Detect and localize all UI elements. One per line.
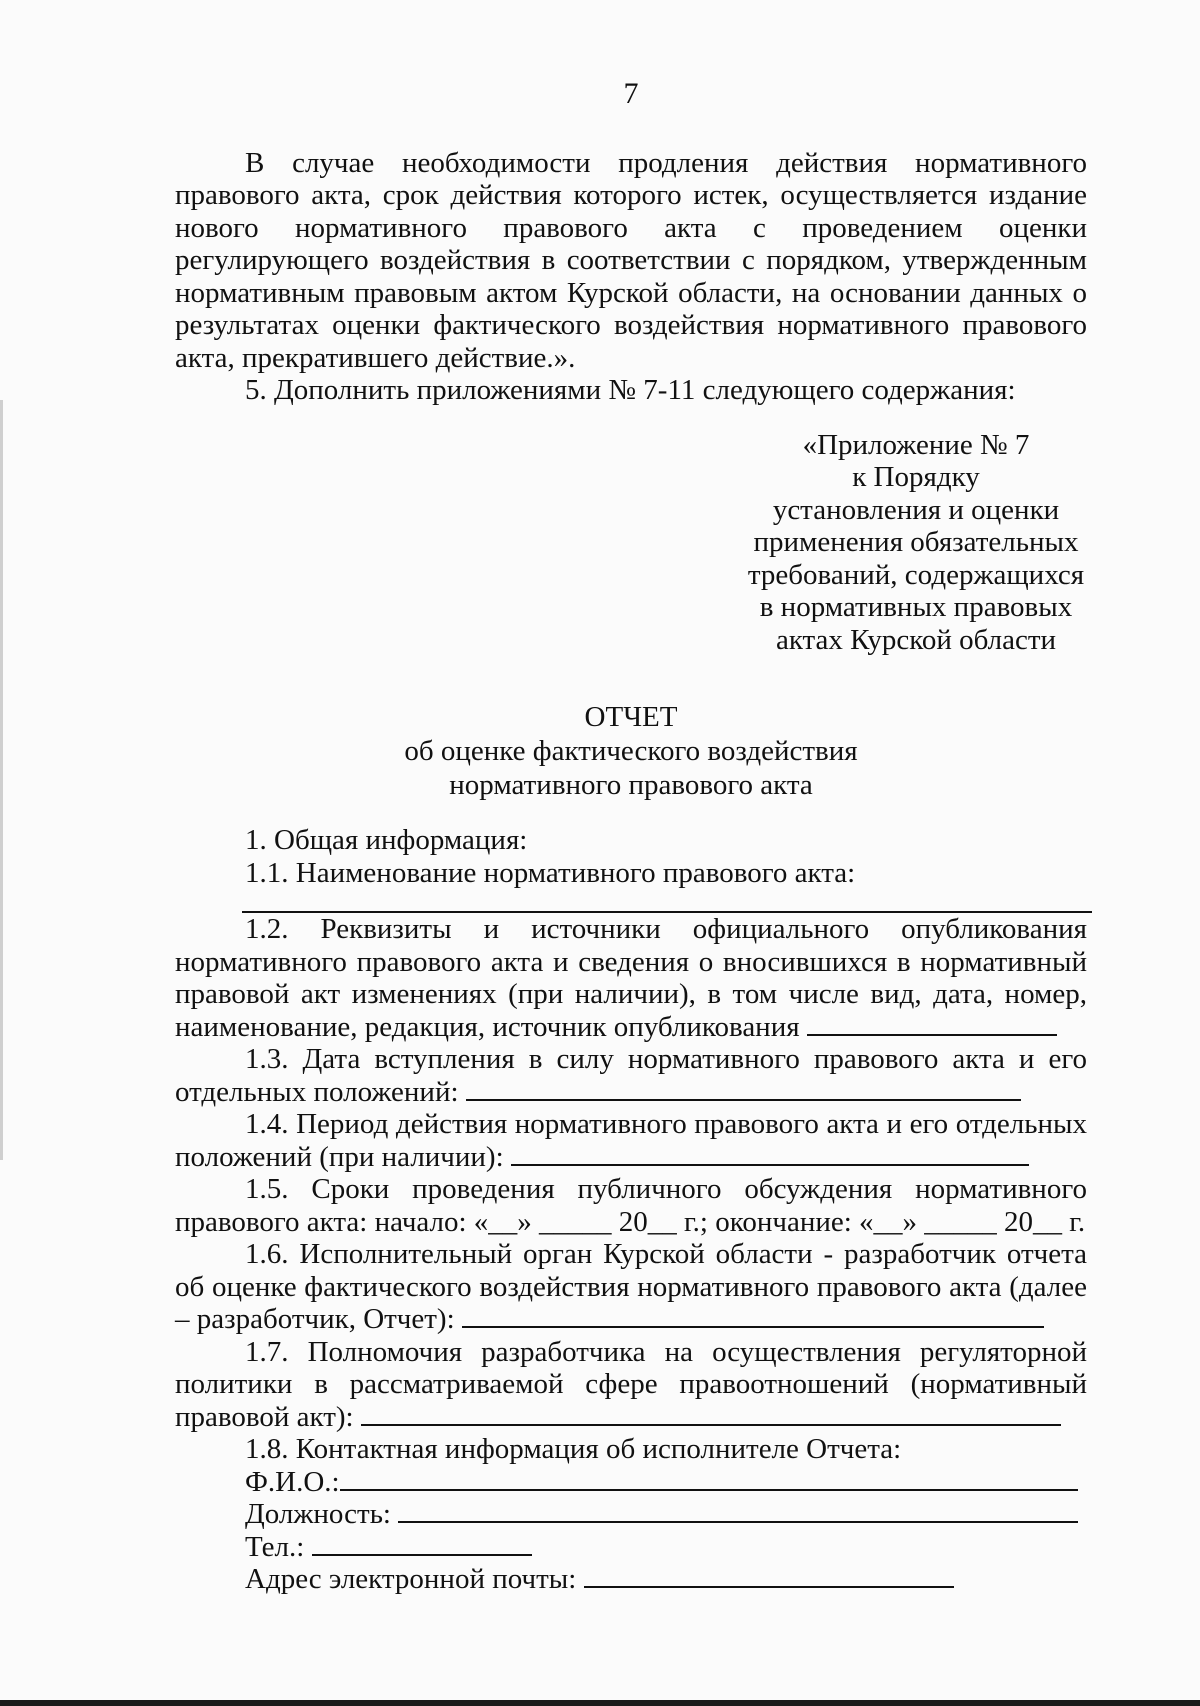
report-subtitle-line: об оценке фактического воздействия [404,735,858,767]
appendix-header [745,429,1087,657]
contact-phone [245,1531,1087,1564]
blank-line-1-2[interactable] [807,1012,1057,1036]
fio-label: Ф.И.О.: [245,1465,340,1498]
item-1-3-text: 1.3. Дата вступления в силу нормативного правового акта и его отдельных положений: [175,1043,1087,1108]
item-1-7-text: 1.7. Полномочия разработчика на осуществления регуляторной политики в рассматриваемой сфере правоотношений (нормативный правовой акт): [175,1335,1087,1433]
appendix-line: актах Курской области [775,623,1057,656]
report-title [175,700,1087,802]
fio-field[interactable] [340,1467,1078,1491]
item-1-2-text: 1.2. Реквизиты и источники официального опубликования нормативного правового акта и сведения о вносившихся в нормативный правовой акт изменениях (при наличии), в том числе вид, дата, номер, наименование, редакция, источник опубликования [175,913,1087,1043]
item-1-5: 1.5. Сроки проведения публичного обсуждения нормативного правового акта: начало: «__» _____ 20__ г.; окончание: «__» _____ 20__ г. [175,1173,1087,1238]
item-1-7 [175,1336,1087,1434]
appendix-line: «Приложение № 7 [802,428,1030,461]
phone-field[interactable] [312,1532,532,1556]
contact-position [245,1498,1087,1531]
item-1-4 [175,1108,1087,1173]
item-1-2 [175,913,1087,1043]
form-section [175,824,1087,1596]
appendix-line: в нормативных правовых [759,591,1073,623]
item-1-8: 1.8. Контактная информация об исполнителе Отчета: [245,1433,902,1465]
report-heading: ОТЧЕТ [584,701,678,733]
paragraph-supplement: 5. Дополнить приложениями № 7-11 следующего содержания: [245,374,1016,406]
appendix-line: установления и оценки [772,493,1060,526]
contact-fio [245,1466,1087,1499]
item-1-6-text: 1.6. Исполнительный орган Курской области - разработчик отчета об оценке фактического воздействия нормативного правового акта (далее – разработчик, Отчет): [175,1238,1087,1335]
appendix-line: применения обязательных [753,526,1079,558]
email-field[interactable] [584,1564,954,1588]
position-field[interactable] [398,1499,1078,1523]
document-content [175,60,1087,1596]
blank-line-1-7[interactable] [361,1402,1061,1426]
blank-line-1-1[interactable] [242,889,1092,913]
contact-fields [245,1466,1087,1596]
phone-label: Тел.: [245,1530,305,1563]
item-1-3 [175,1043,1087,1108]
blank-line-1-4[interactable] [511,1142,1029,1166]
contact-email [245,1563,1087,1596]
blank-line-1-3[interactable] [466,1077,1021,1101]
scan-edge-bottom [0,1700,1200,1706]
section-general: 1. Общая информация: [245,824,528,856]
item-1-1: 1.1. Наименование нормативного правового акта: [245,856,856,889]
appendix-line: к Порядку [852,461,980,493]
appendix-line: требований, содержащихся [747,558,1085,591]
paragraph-extension: В случае необходимости продления действия нормативного правового акта, срок действия которого истек, осуществляется издание нового нормативного правового акта с проведением оценки регулирующего воздействия в соответствии с порядком, утвержденным нормативным правовым актом Курской области, на основании данных о результатах оценки фактического воздействия нормативного правового акта, прекратившего действие.». [175,146,1087,374]
page-number: 7 [623,77,639,110]
scan-edge [0,400,3,1160]
email-label: Адрес электронной почты: [245,1563,577,1595]
item-1-6 [175,1238,1087,1336]
item-1-4-text: 1.4. Период действия нормативного правового акта и его отдельных положений (при наличии): [175,1108,1087,1173]
blank-line-1-6[interactable] [462,1304,1044,1328]
report-subtitle-line: нормативного правового акта [449,769,813,801]
position-label: Должность: [245,1498,391,1530]
